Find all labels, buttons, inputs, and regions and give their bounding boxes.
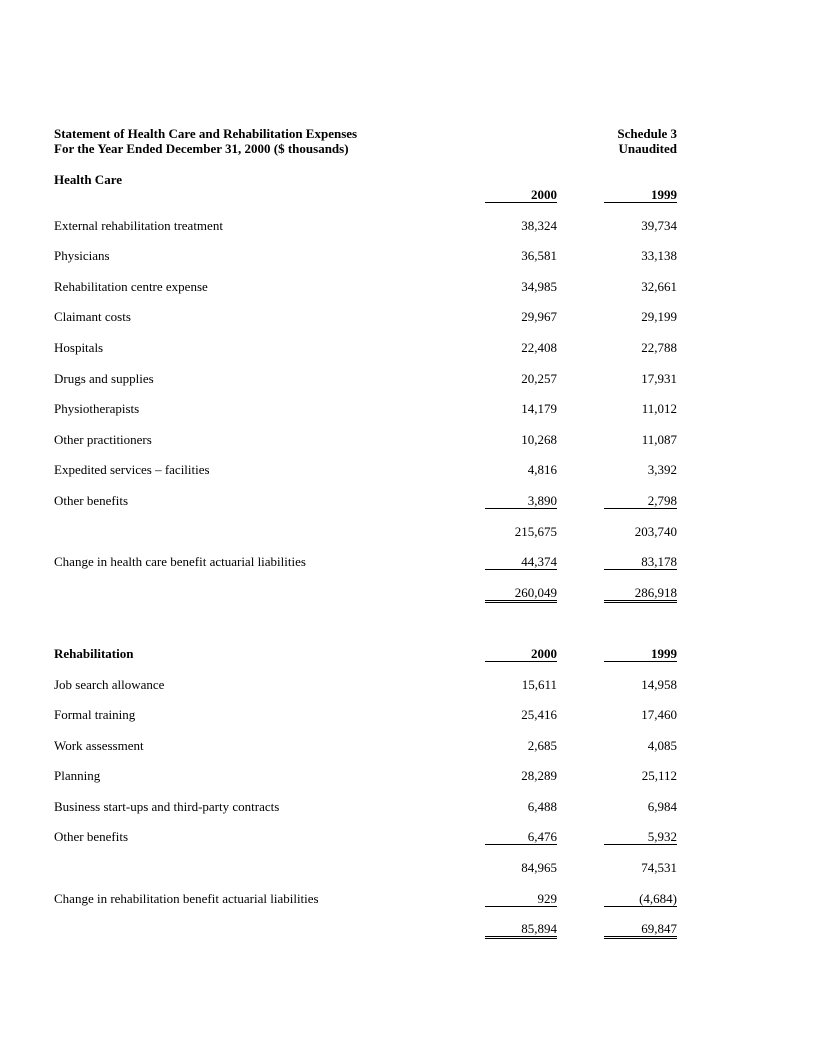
column-header-row xyxy=(54,187,677,218)
value-prior-year: (4,684) xyxy=(604,891,677,907)
row-label: Other practitioners xyxy=(54,431,152,447)
value-prior-year: 17,931 xyxy=(641,370,677,386)
value-prior-year: 17,460 xyxy=(641,707,677,723)
row-label: Formal training xyxy=(54,707,136,723)
table-row xyxy=(54,921,677,952)
column-header-row xyxy=(54,646,677,677)
value-current-year: 6,476 xyxy=(485,829,557,845)
statement-section xyxy=(54,172,677,615)
value-current-year: 22,408 xyxy=(521,339,557,355)
value-prior-year: 69,847 xyxy=(604,921,677,939)
statement-section xyxy=(54,646,677,952)
table-row xyxy=(54,524,677,555)
value-prior-year: 32,661 xyxy=(641,278,677,294)
column-header-prior-year: 1999 xyxy=(604,646,677,662)
schedule-label: Schedule 3 xyxy=(617,126,677,141)
row-label: Planning xyxy=(54,768,101,784)
value-current-year: 38,324 xyxy=(521,217,557,233)
row-label: Drugs and supplies xyxy=(54,370,154,386)
sections xyxy=(54,172,677,952)
table-row xyxy=(54,799,677,830)
value-current-year: 20,257 xyxy=(521,370,557,386)
table-row xyxy=(54,279,677,310)
value-current-year: 25,416 xyxy=(521,707,557,723)
row-label: Rehabilitation centre expense xyxy=(54,278,208,294)
value-current-year: 29,967 xyxy=(521,309,557,325)
table-row xyxy=(54,738,677,769)
row-label: Change in rehabilitation benefit actuarial liabilities xyxy=(54,890,319,906)
row-label: Physiotherapists xyxy=(54,401,140,417)
value-prior-year: 22,788 xyxy=(641,339,677,355)
table-row xyxy=(54,248,677,279)
table-row xyxy=(54,401,677,432)
document-subtitle: For the Year Ended December 31, 2000 ($ thousands) xyxy=(54,141,349,156)
value-current-year: 44,374 xyxy=(485,554,557,570)
row-label: Expedited services – facilities xyxy=(54,462,210,478)
row-label: External rehabilitation treatment xyxy=(54,217,223,233)
value-current-year: 4,816 xyxy=(527,462,557,478)
value-prior-year: 11,012 xyxy=(641,401,677,417)
section-title-inline: Rehabilitation xyxy=(54,645,134,661)
column-header-current-year: 2000 xyxy=(485,646,557,662)
table-row xyxy=(54,585,677,616)
table-row xyxy=(54,462,677,493)
value-current-year: 3,890 xyxy=(485,493,557,509)
value-prior-year: 29,199 xyxy=(641,309,677,325)
value-current-year: 85,894 xyxy=(485,921,557,939)
table-row xyxy=(54,493,677,524)
value-current-year: 6,488 xyxy=(527,798,557,814)
value-current-year: 28,289 xyxy=(521,768,557,784)
document-header xyxy=(54,126,677,156)
value-current-year: 215,675 xyxy=(514,523,557,539)
value-current-year: 260,049 xyxy=(485,585,557,603)
value-current-year: 10,268 xyxy=(521,431,557,447)
value-current-year: 14,179 xyxy=(521,401,557,417)
row-label: Work assessment xyxy=(54,737,144,753)
value-prior-year: 33,138 xyxy=(641,248,677,264)
value-current-year: 84,965 xyxy=(521,860,557,876)
value-prior-year: 2,798 xyxy=(604,493,677,509)
audit-status-label: Unaudited xyxy=(618,141,677,156)
value-prior-year: 3,392 xyxy=(647,462,677,478)
value-prior-year: 11,087 xyxy=(641,431,677,447)
table-row xyxy=(54,860,677,891)
table-row xyxy=(54,707,677,738)
value-prior-year: 74,531 xyxy=(641,860,677,876)
row-label: Hospitals xyxy=(54,339,104,355)
table-row xyxy=(54,829,677,860)
table-row xyxy=(54,309,677,340)
value-prior-year: 286,918 xyxy=(604,585,677,603)
row-label: Business start-ups and third-party contracts xyxy=(54,798,280,814)
table-row xyxy=(54,432,677,463)
value-current-year: 36,581 xyxy=(521,248,557,264)
table-row xyxy=(54,340,677,371)
row-label: Other benefits xyxy=(54,492,129,508)
row-label: Change in health care benefit actuarial liabilities xyxy=(54,554,306,570)
row-label: Other benefits xyxy=(54,829,129,845)
value-prior-year: 39,734 xyxy=(641,217,677,233)
column-header-current-year: 2000 xyxy=(485,187,557,203)
section-rows xyxy=(54,218,677,616)
value-prior-year: 5,932 xyxy=(604,829,677,845)
schedule-block xyxy=(617,126,677,156)
table-row xyxy=(54,677,677,708)
column-header-prior-year: 1999 xyxy=(604,187,677,203)
value-prior-year: 25,112 xyxy=(641,768,677,784)
table-row xyxy=(54,554,677,585)
value-prior-year: 83,178 xyxy=(604,554,677,570)
row-label: Job search allowance xyxy=(54,676,165,692)
value-prior-year: 4,085 xyxy=(647,737,677,753)
document-title: Statement of Health Care and Rehabilitation Expenses xyxy=(54,126,358,141)
value-current-year: 2,685 xyxy=(527,737,557,753)
row-label: Physicians xyxy=(54,248,110,264)
value-current-year: 15,611 xyxy=(521,676,557,692)
table-row xyxy=(54,891,677,922)
table-row xyxy=(54,371,677,402)
value-prior-year: 14,958 xyxy=(641,676,677,692)
section-title: Health Care xyxy=(54,172,122,187)
table-row xyxy=(54,218,677,249)
value-current-year: 34,985 xyxy=(521,278,557,294)
document-title-block xyxy=(54,126,357,156)
value-current-year: 929 xyxy=(485,891,557,907)
section-rows xyxy=(54,677,677,952)
table-row xyxy=(54,768,677,799)
value-prior-year: 203,740 xyxy=(634,523,677,539)
row-label: Claimant costs xyxy=(54,309,131,325)
value-prior-year: 6,984 xyxy=(647,798,677,814)
